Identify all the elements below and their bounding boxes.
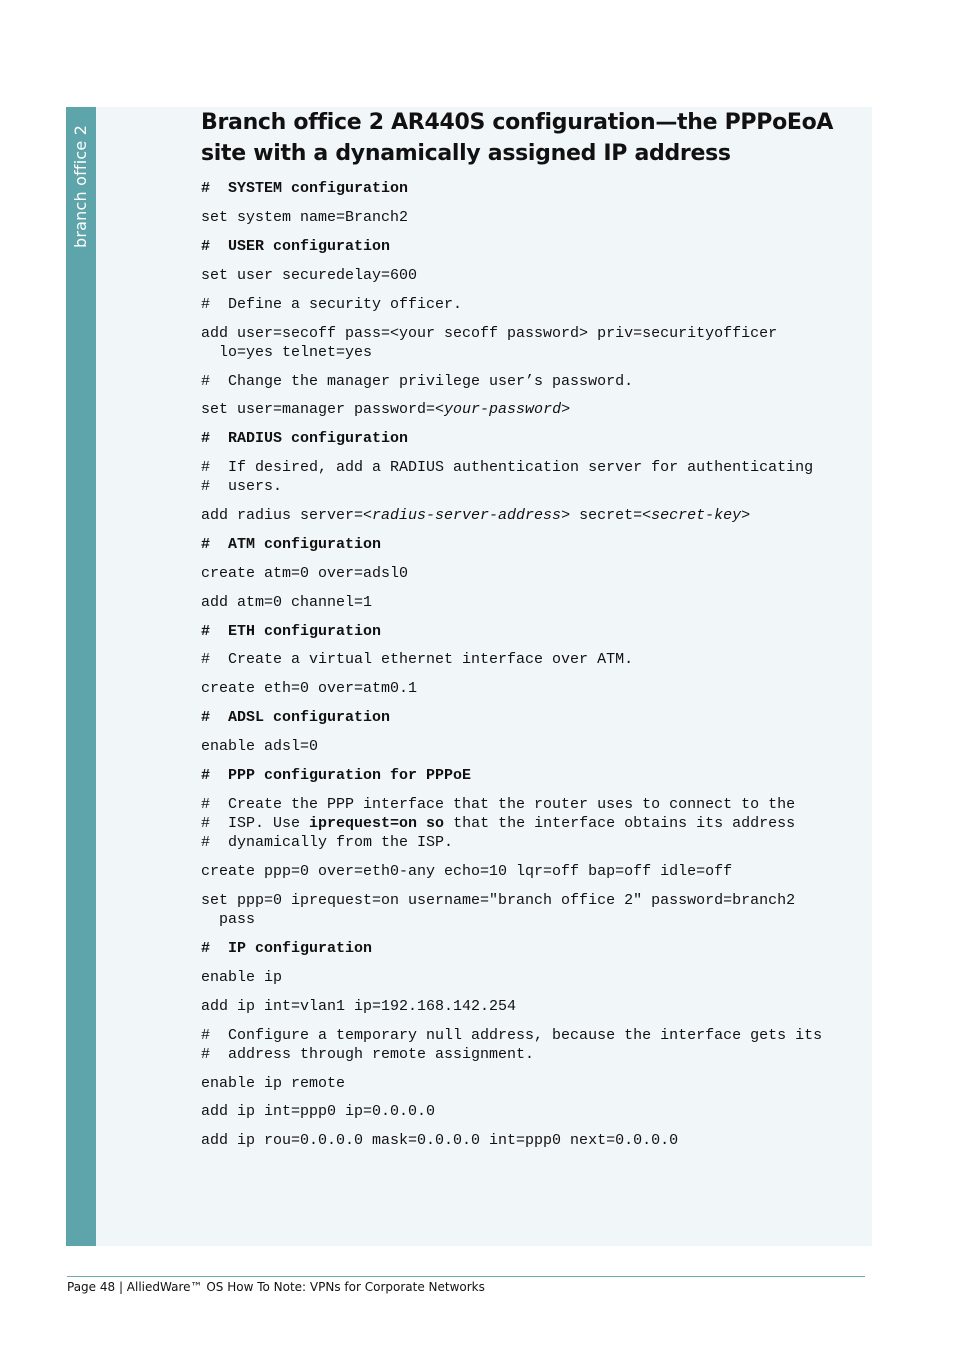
comment-secoff: # Define a security officer.: [201, 296, 463, 313]
heading-eth: # ETH configuration: [201, 623, 382, 640]
heading-adsl: # ADSL configuration: [201, 709, 391, 726]
cmd-add-secoff: add user=secoff pass=<your secoff password> priv=securityofficer lo=yes telnet=yes: [201, 325, 778, 361]
heading-ip: # IP configuration: [201, 940, 373, 957]
sidebar-band: [66, 107, 96, 1246]
heading-radius: # RADIUS configuration: [201, 430, 409, 447]
cmd-create-atm: create atm=0 over=adsl0: [201, 565, 409, 582]
heading-user: # USER configuration: [201, 238, 391, 255]
title-line-1: Branch office 2 AR440S configuration—the PPPoEoA: [201, 110, 834, 135]
cmd-enable-adsl: enable adsl=0: [201, 738, 319, 755]
heading-atm: # ATM configuration: [201, 536, 382, 553]
cmd-create-eth: create eth=0 over=atm0.1: [201, 680, 418, 697]
cmd-system-name: set system name=Branch2: [201, 209, 409, 226]
cmd-enable-ip-remote: enable ip remote: [201, 1075, 346, 1092]
cmd-add-ip-ppp0: add ip int=ppp0 ip=0.0.0.0: [201, 1103, 436, 1120]
comment-eth: # Create a virtual ethernet interface over ATM.: [201, 651, 634, 668]
comment-ppp: # Create the PPP interface that the router uses to connect to the # ISP. Use iprequest=on so that the interface obtains its address # dynamically from the ISP.: [201, 796, 796, 851]
cmd-add-atm: add atm=0 channel=1: [201, 594, 373, 611]
heading-system: # SYSTEM configuration: [201, 180, 409, 197]
comment-ip: # Configure a temporary null address, because the interface gets its # address through remote assignment.: [201, 1027, 823, 1063]
cmd-add-ip-route: add ip rou=0.0.0.0 mask=0.0.0.0 int=ppp0 next=0.0.0.0: [201, 1132, 679, 1149]
cmd-enable-ip: enable ip: [201, 969, 283, 986]
comment-manager: # Change the manager privilege user’s password.: [201, 373, 634, 390]
sidebar-label-text: branch office 2: [71, 124, 90, 248]
comment-radius: # If desired, add a RADIUS authentication server for authenticating # users.: [201, 459, 814, 495]
section-heading: [201, 107, 866, 169]
heading-ppp: # PPP configuration for PPPoE: [201, 767, 472, 784]
cmd-set-ppp: set ppp=0 iprequest=on username="branch office 2" password=branch2 pass: [201, 892, 796, 928]
page-title: [201, 107, 866, 169]
title-line-2: site with a dynamically assigned IP address: [201, 141, 731, 166]
cmd-add-radius: add radius server=<radius-server-address> secret=<secret-key>: [201, 507, 751, 524]
cmd-securedelay: set user securedelay=600: [201, 267, 418, 284]
cmd-add-ip-vlan1: add ip int=vlan1 ip=192.168.142.254: [201, 998, 517, 1015]
cmd-create-ppp: create ppp=0 over=eth0-any echo=10 lqr=off bap=off idle=off: [201, 863, 733, 880]
footer-divider: [67, 1276, 865, 1277]
page-footer: Page 48 | AlliedWare™ OS How To Note: VPNs for Corporate Networks: [67, 1280, 485, 1294]
content-panel: [66, 107, 872, 1246]
cmd-set-manager: set user=manager password=<your-password>: [201, 401, 571, 418]
